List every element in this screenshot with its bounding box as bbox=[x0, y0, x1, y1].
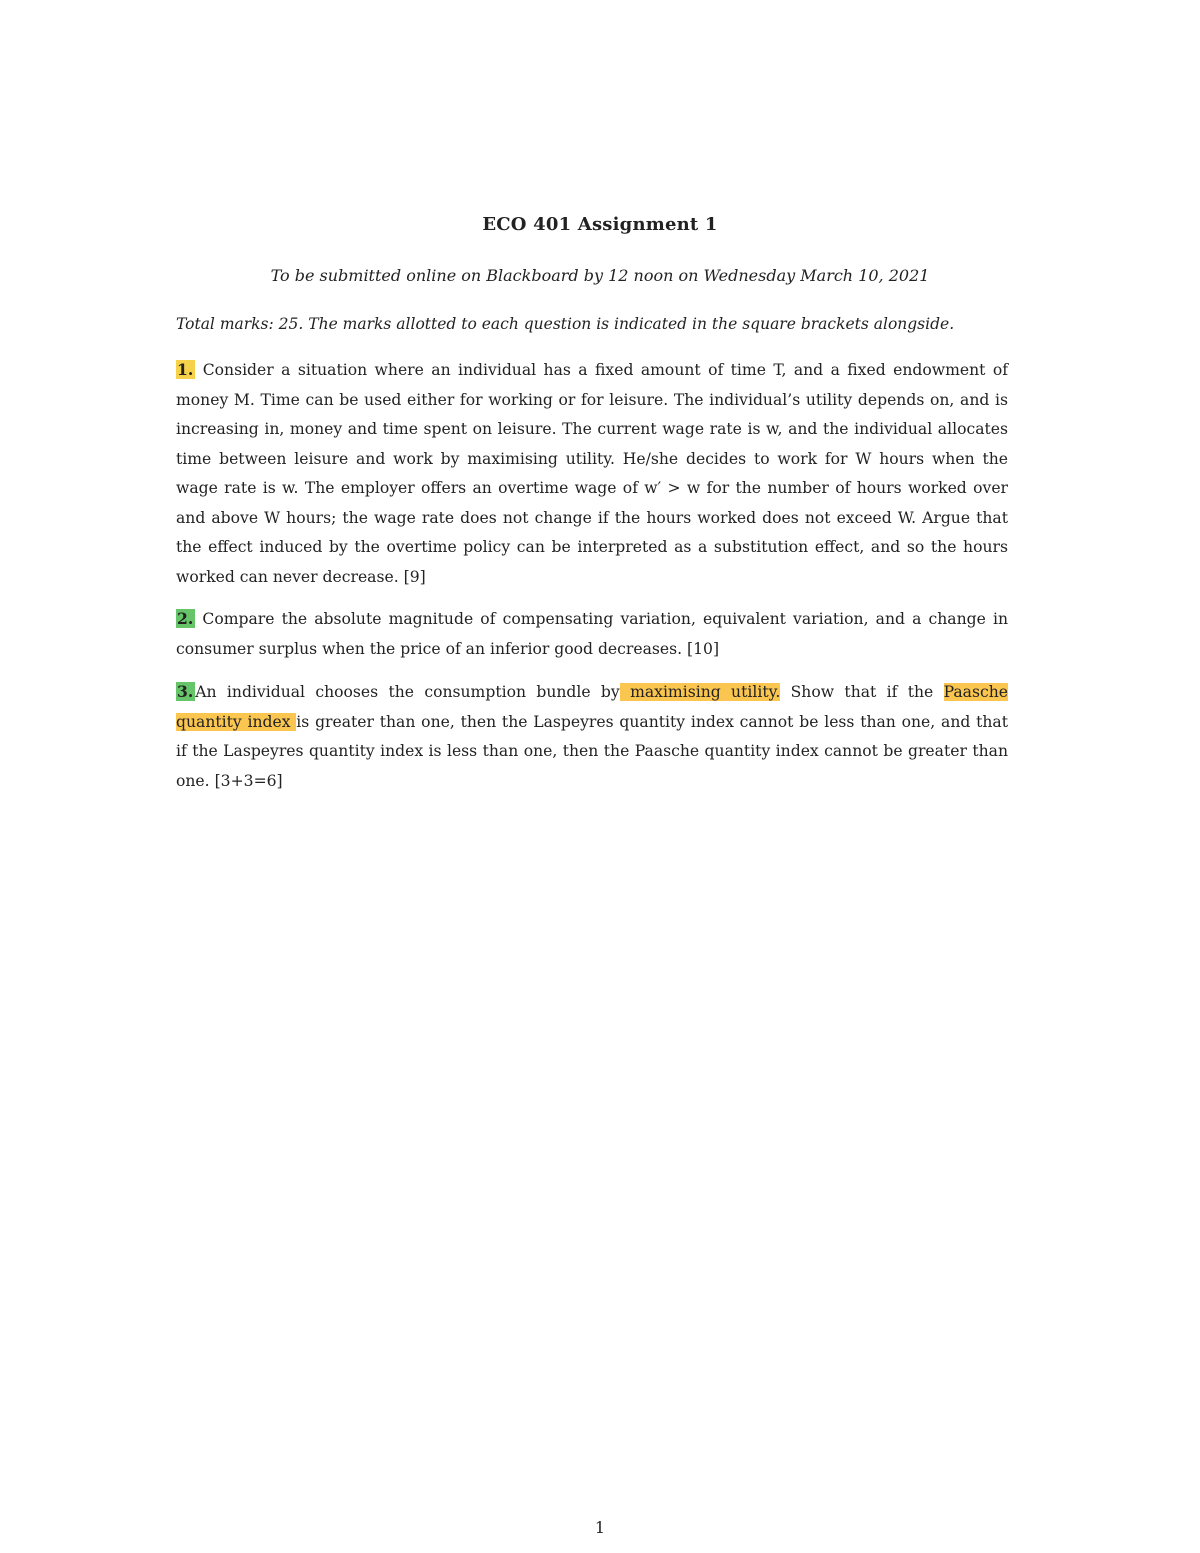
question-3-text-part-1: An individual chooses the consumption bundle by bbox=[195, 683, 620, 701]
page-number: 1 bbox=[594, 1518, 606, 1537]
question-1-text: Consider a situation where an individual has a fixed amount of time T, and a fixed endowment of money M. Time can be used either for working or for leisure. The individual’s utility depends on, and is increasing in, money and time spent on leisure. The current wage rate is w, and the individual allocates time between leisure and work by maximising utility. He/she decides to work for W hours when the wage rate is w. The employer offers an overtime wage of w′ > w for the number of hours worked over and above W hours; the wage rate does not change if the hours worked does not exceed W. Argue that the effect induced by the overtime policy can be interpreted as a substitution effect, and so the hours worked can never decrease. [9] bbox=[176, 361, 1008, 586]
question-2 bbox=[176, 604, 1008, 664]
question-1 bbox=[176, 355, 1008, 592]
question-3-text-part-2: Show that if the bbox=[780, 683, 944, 701]
document-title: ECO 401 Assignment 1 bbox=[482, 214, 718, 235]
question-1-number: 1. bbox=[177, 360, 194, 379]
question-3 bbox=[176, 677, 1008, 796]
question-2-text: Compare the absolute magnitude of compensating variation, equivalent variation, and a change in consumer surplus when the price of an inferior good decreases. [10] bbox=[176, 610, 1008, 658]
question-3-highlight-maximising-utility: maximising utility. bbox=[619, 683, 781, 701]
submission-deadline: To be submitted online on Blackboard by 12 noon on Wednesday March 10, 2021 bbox=[270, 266, 930, 285]
question-3-text-part-3: is greater than one, then the Laspeyres quantity index cannot be less than one, and that if the Laspeyres quantity index is less than one, then the Paasche quantity index cannot be greater than one. [3+3=6] bbox=[176, 712, 1008, 790]
question-3-number: 3. bbox=[177, 682, 194, 701]
question-2-number: 2. bbox=[177, 609, 194, 628]
marks-note: Total marks: 25. The marks allotted to each question is indicated in the square brackets alongside. bbox=[176, 315, 955, 333]
question-3-highlight-paasche-index: Paasche quantity index bbox=[176, 683, 1008, 731]
